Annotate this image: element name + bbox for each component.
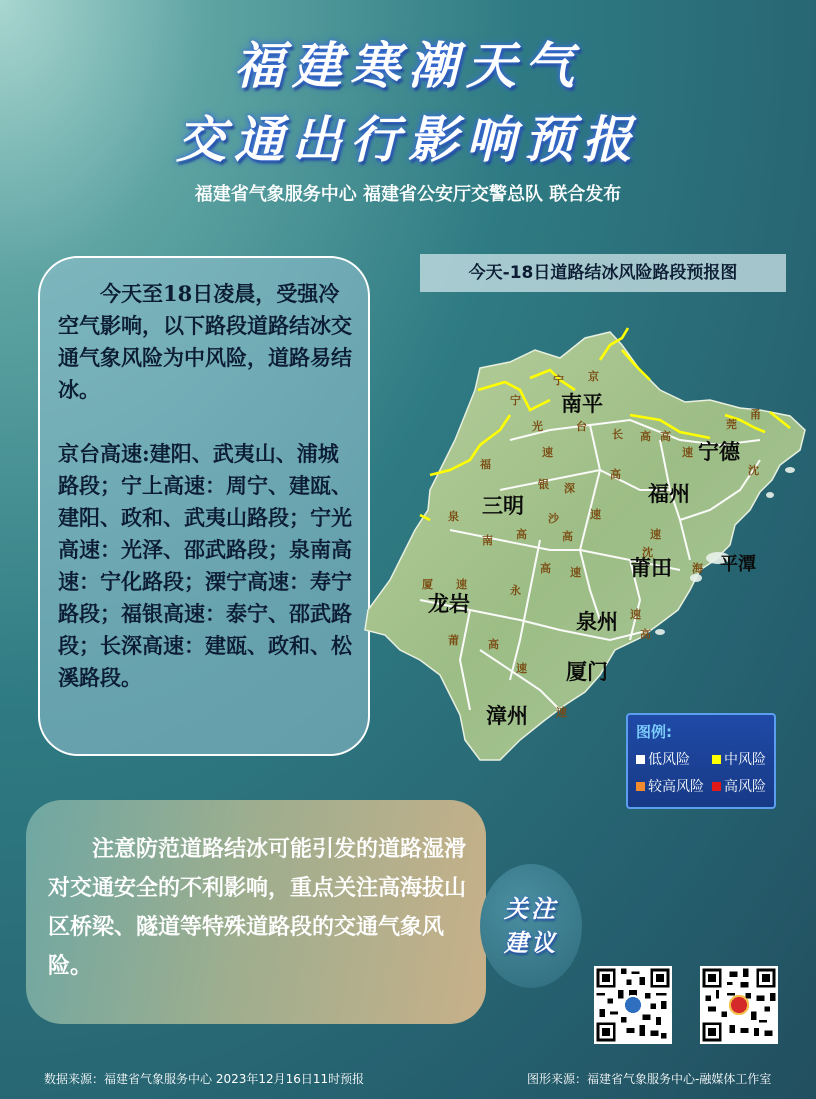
road-label: 速 (650, 528, 661, 541)
legend-item-higher: 较高风险 (636, 776, 704, 796)
road-label: 莞 (726, 418, 737, 431)
road-label: 速 (570, 566, 581, 579)
qr-code-meteorological[interactable] (594, 966, 672, 1044)
road-label: 速 (456, 578, 467, 591)
road-label: 高 (562, 530, 573, 543)
city-label-putian: 莆田 (630, 556, 672, 580)
road-label: 宁 (553, 374, 564, 387)
road-label: 莆 (448, 634, 459, 647)
city-label-xiamen: 厦门 (566, 660, 608, 684)
graphic-source-note: 图形来源：福建省气象服务中心-融媒体工作室 (527, 1072, 772, 1086)
page-title-line1: 福建寒潮天气 (234, 37, 582, 95)
city-label-nanping: 南平 (561, 392, 603, 416)
advice-badge-line1: 关注 (504, 895, 558, 923)
safety-notice-box (26, 800, 486, 1024)
road-label: 厦 (422, 578, 433, 591)
road-label: 速 (542, 446, 553, 459)
city-label-sanming: 三明 (482, 494, 524, 518)
road-label: 海 (692, 562, 703, 575)
legend-swatch-yellow (712, 755, 721, 764)
road-label: 高 (516, 528, 527, 541)
road-label: 高 (660, 430, 671, 443)
road-label: 沈 (642, 546, 653, 559)
map-legend (626, 713, 776, 809)
city-label-zhangzhou: 漳州 (486, 704, 528, 728)
advice-badge-line2: 建议 (504, 929, 558, 957)
data-source-note: 数据来源：福建省气象服务中心 2023年12月16日11时预报 (44, 1072, 365, 1086)
road-label: 高 (540, 562, 551, 575)
publisher-line: 福建省气象服务中心 福建省公安厅交警总队 联合发布 (194, 184, 622, 205)
road-label: 长 (612, 428, 623, 441)
city-label-ningde: 宁德 (698, 440, 740, 464)
page-title-line2: 交通出行影响预报 (176, 111, 640, 169)
city-label-fuzhou: 福州 (648, 482, 690, 506)
road-label: 深 (564, 482, 575, 495)
legend-swatch-orange (636, 782, 645, 791)
road-label: 永 (510, 584, 521, 597)
safety-notice-text: 注意防范道路结冰可能引发的道路湿滑对交通安全的不利影响，重点关注高海拔山区桥梁、隧道等特殊道路段的交通气象风险。 (48, 837, 467, 979)
affected-road-sections: 京台高速:建阳、武夷山、浦城路段；宁上高速：周宁、建瓯、建阳、政和、武夷山路段；宁光高速：光泽、邵武路段；泉南高速：宁化路段；溧宁高速：寿宁路段；福银高速：泰宁、邵武路段；长深高速：建瓯、政和、松溪路段。 (58, 441, 352, 690)
forecast-summary: 今天至18日凌晨，受强冷空气影响，以下路段道路结冰交通气象风险为中风险，道路易结冰。 (58, 281, 352, 402)
road-label: 速 (682, 446, 693, 459)
road-label: 高 (488, 638, 499, 651)
road-label: 台 (576, 420, 587, 433)
road-label: 宁 (510, 394, 521, 407)
road-label: 光 (532, 420, 543, 433)
legend-item-medium: 中风险 (712, 749, 766, 769)
road-label: 速 (590, 508, 601, 521)
city-label-quanzhou: 泉州 (576, 610, 618, 634)
road-label: 京 (588, 370, 599, 383)
road-label: 泉 (448, 510, 459, 523)
road-label: 速 (556, 706, 567, 719)
legend-item-high: 高风险 (712, 776, 766, 796)
road-label: 高 (640, 628, 651, 641)
legend-title: 图例: (636, 723, 672, 741)
road-label: 速 (516, 662, 527, 675)
legend-swatch-white (636, 755, 645, 764)
road-label: 南 (482, 534, 493, 547)
city-label-longyan: 龙岩 (428, 592, 470, 616)
city-label-pingtan: 平潭 (720, 554, 756, 575)
fujian-risk-map (360, 320, 816, 780)
road-label: 沙 (548, 512, 559, 525)
road-label: 银 (538, 478, 549, 491)
road-label: 甬 (750, 408, 761, 421)
qr-code-police[interactable] (700, 966, 778, 1044)
legend-swatch-red (712, 782, 721, 791)
road-label: 沈 (748, 464, 759, 477)
legend-item-low: 低风险 (636, 749, 690, 769)
road-label: 速 (630, 608, 641, 621)
map-title: 今天-18日道路结冰风险路段预报图 (420, 254, 786, 292)
road-label: 高 (610, 468, 621, 481)
road-label: 福 (480, 458, 491, 471)
advice-badge (480, 864, 582, 988)
road-label: 高 (640, 430, 651, 443)
forecast-text-box (38, 256, 370, 756)
